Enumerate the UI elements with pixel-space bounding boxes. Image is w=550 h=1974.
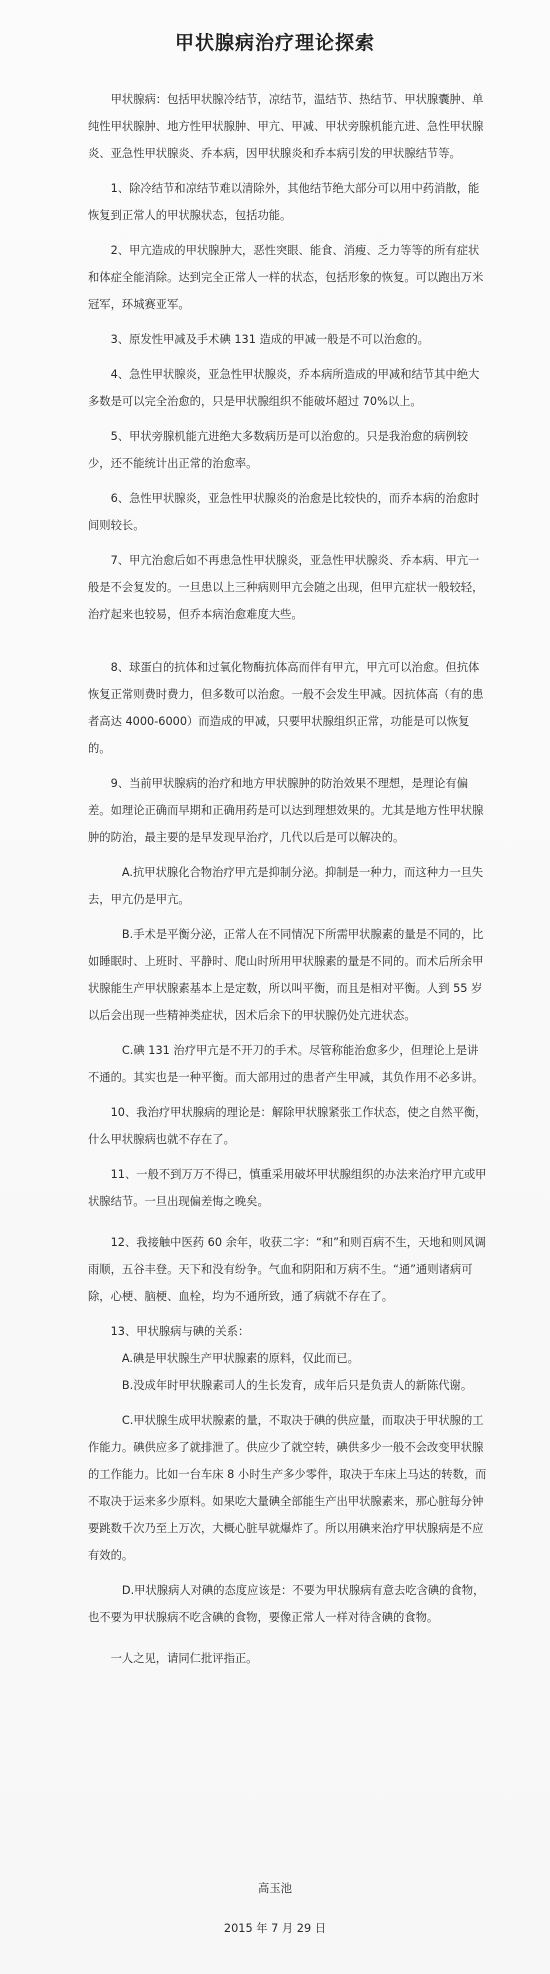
closing-remark: 一人之见，请同仁批评指正。 [110, 1652, 258, 1665]
point-10: 10、我治疗甲状腺病的理论是：解除甲状腺紧张工作状态，使之自然平衡，什么甲状腺病也就不存在了。 [88, 1106, 487, 1146]
document-date: 2015 年 7 月 29 日 [223, 1922, 327, 1935]
point-9: 9、当前甲状腺病的治疗和地方甲状腺肿的防治效果不理想，是理论有偏差。如理论正确而早期和正确用药是可以达到理想效果的。尤其是地方性甲状腺肿的防治，最主要的是早发现早治疗，几代以后是可以解决的。 [88, 777, 484, 844]
point-13-d: D.甲状腺病人对碘的态度应该是：不要为甲状腺病有意去吃含碘的食物，也不要为甲状腺病不吃含碘的食物，要像正常人一样对待含碘的食物。 [88, 1584, 485, 1624]
point-7: 7、甲亢治愈后如不再患急性甲状腺炎，亚急性甲状腺炎、乔本病、甲亢一般是不会复发的。一旦患以上三种病则甲亢会随之出现，但甲亢症状一般较轻，治疗起来也较易，但乔本病治愈难度大些。 [88, 554, 484, 621]
point-1: 1、除冷结节和凉结节难以清除外，其他结节绝大部分可以用中药消散，能恢复到正常人的甲状腺状态，包括功能。 [88, 182, 480, 222]
author-signature: 高玉池 [258, 1882, 292, 1895]
point-13-a: A.碘是甲状腺生产甲状腺素的原料，仅此而已。 [121, 1352, 359, 1365]
point-13-c: C.甲状腺生成甲状腺素的量，不取决于碘的供应量，而取决于甲状腺的工作能力。碘供应多了就排泄了。供应少了就空转，碘供多少一般不会改变甲状腺的工作能力。比如一台车床 8 小时生产多少零件，取决于车床上马达的转数，而不取决于运来多少原料。如果吃大量碘全部能生产出甲状腺素来，那心脏每分钟要跳数千次乃至上万次，大概心脏早就爆炸了。所以用碘来治疗甲状腺病是不应有效的。 [88, 1414, 487, 1562]
point-12: 12、我接触中医药 60 余年，收获二字：“和”和则百病不生，天地和则风调雨顺，五谷丰登。天下和没有纷争。气血和阴阳和万病不生。“通”通则诸病可除，心梗、脑梗、血栓，均为不通所致，通了病就不存在了。 [88, 1236, 486, 1303]
point-11: 11、一般不到万万不得已，慎重采用破坏甲状腺组织的办法来治疗甲亢或甲状腺结节。一旦出现偏差悔之晚矣。 [88, 1168, 487, 1208]
point-9-c: C.碘 131 治疗甲亢是不开刀的手术。尽管称能治愈多少，但理论上是讲不通的。其实也是一种平衡。而大部用过的患者产生甲减，其负作用不必多讲。 [88, 1044, 484, 1084]
point-4: 4、急性甲状腺炎，亚急性甲状腺炎，乔本病所造成的甲减和结节其中绝大多数是可以完全治愈的，只是甲状腺组织不能破坏超过 70%以上。 [88, 368, 480, 408]
document-body [88, 86, 488, 1672]
point-9-b: B.手术是平衡分泌，正常人在不同情况下所需甲状腺素的量是不同的，比如睡眠时、上班时、平静时、爬山时所用甲状腺素的量是不同的。而术后所余甲状腺能生产甲状腺素基本上是定数，所以叫平衡，而且是相对平衡。人到 55 岁以后会出现一些精神类症状，因术后余下的甲状腺仍处亢进状态。 [88, 928, 484, 1022]
intro-paragraph: 甲状腺病：包括甲状腺冷结节，凉结节，温结节、热结节、甲状腺囊肿、单纯性甲状腺肿、地方性甲状腺肿、甲亢、甲减、甲状旁腺机能亢进、急性甲状腺炎、亚急性甲状腺炎、乔本病，因甲状腺炎和乔本病引发的甲状腺结节等。 [88, 93, 484, 160]
document-title: 甲状腺病治疗理论探索 [174, 32, 375, 54]
point-8: 8、球蛋白的抗体和过氧化物酶抗体高而伴有甲亢，甲亢可以治愈。但抗体恢复正常则费时费力，但多数可以治愈。一般不会发生甲减。因抗体高（有的患者高达 4000-6000）而造成的甲减，只要甲状腺组织正常，功能是可以恢复的。 [88, 661, 484, 755]
point-2: 2、甲亢造成的甲状腺肿大，恶性突眼、能食、消瘦、乏力等等的所有症状和体症全能消除。达到完全正常人一样的状态，包括形象的恢复。可以跑出万米冠军，环城赛亚军。 [88, 244, 484, 311]
point-5: 5、甲状旁腺机能亢进绝大多数病历是可以治愈的。只是我治愈的病例较少，还不能统计出正常的治愈率。 [88, 430, 468, 470]
point-13: 13、甲状腺病与碘的关系： [110, 1325, 250, 1338]
point-13-b: B.没成年时甲状腺素司人的生长发育，成年后只是负责人的新陈代谢。 [121, 1379, 473, 1392]
point-3: 3、原发性甲减及手术碘 131 造成的甲减一般是不可以治愈的。 [110, 333, 429, 346]
point-9-a: A.抗甲状腺化合物治疗甲亢是抑制分泌。抑制是一种力，而这种力一旦失去，甲亢仍是甲亢。 [88, 866, 484, 906]
point-6: 6、急性甲状腺炎，亚急性甲状腺炎的治愈是比较快的，而乔本病的治愈时间则较长。 [88, 492, 480, 532]
